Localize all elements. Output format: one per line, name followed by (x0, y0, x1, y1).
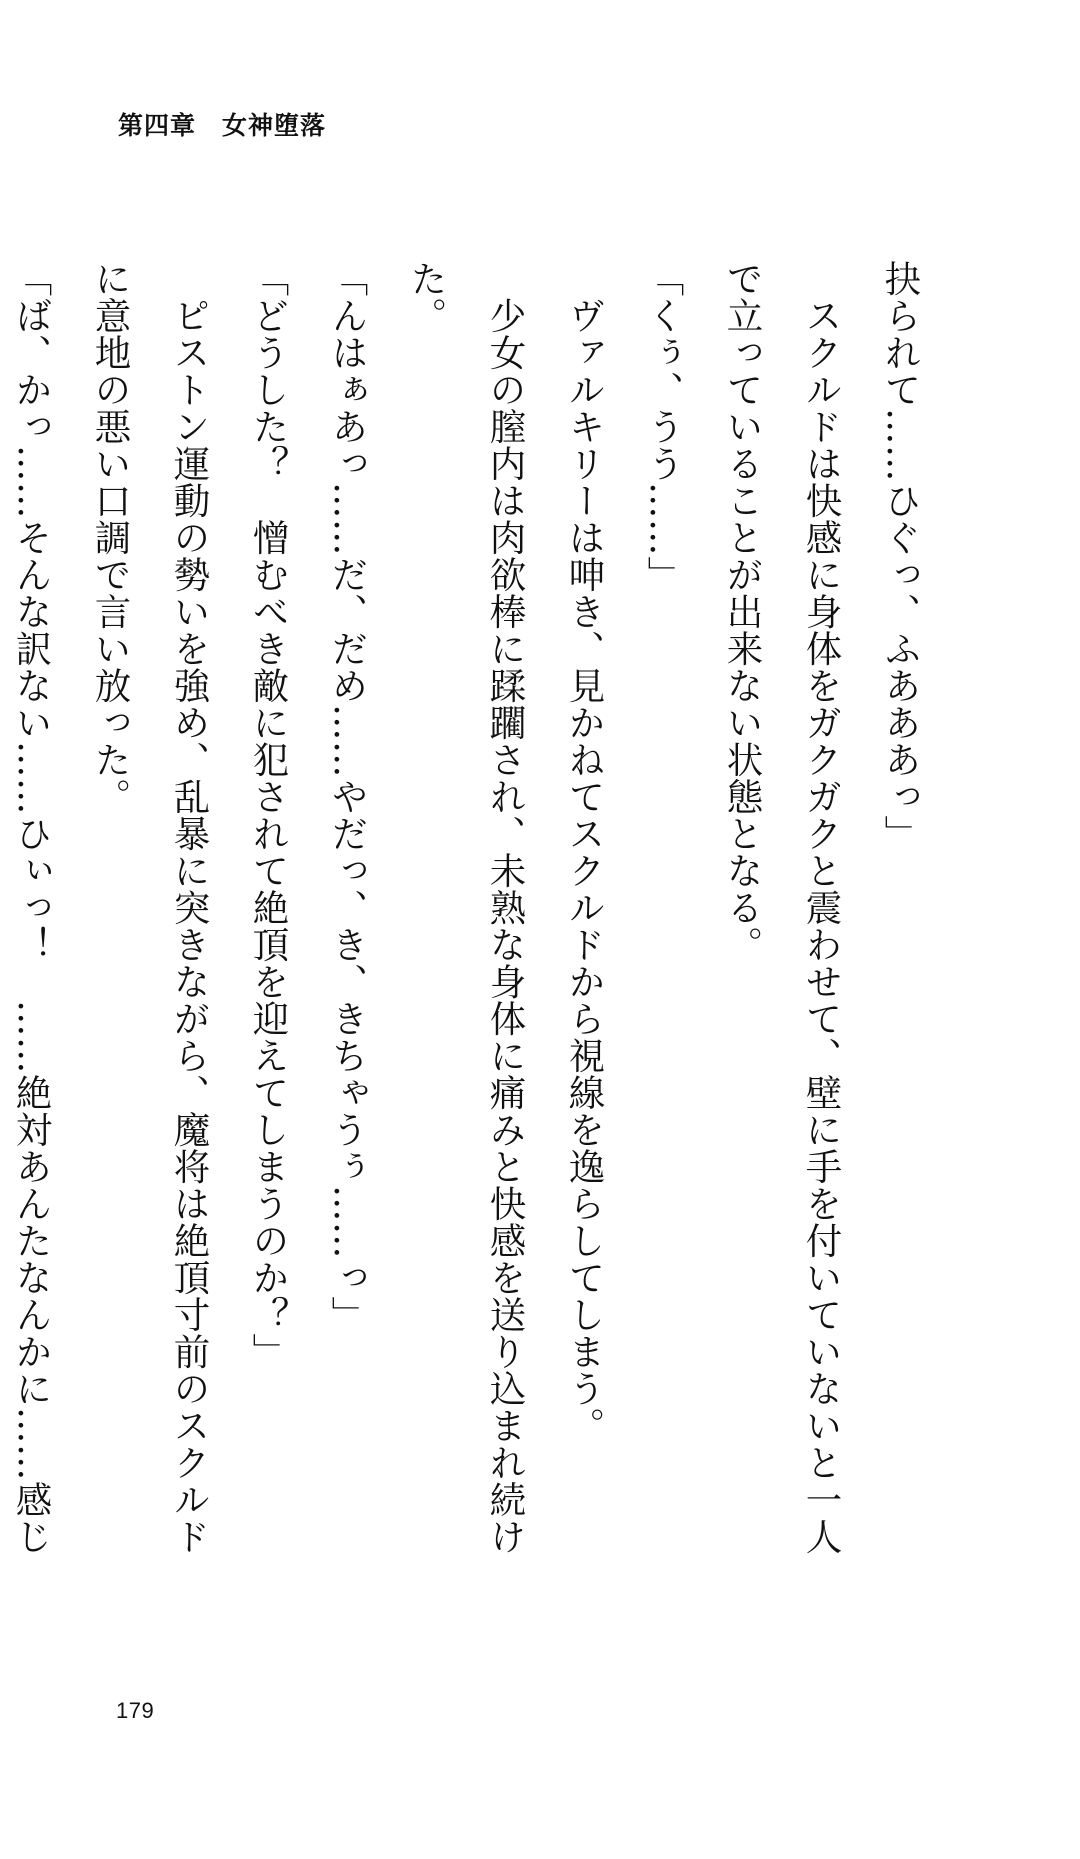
paragraph-3: 「くぅ、うう……」 (642, 260, 685, 593)
paragraph-4: ヴァルキリーは呻き、見かねてスクルドから視線を逸らしてしまう。 (563, 260, 606, 1444)
paragraph-7: 「どうした？ 憎むべき敵に犯されて絶頂を迎えてしまうのか？」 (247, 260, 290, 1370)
paragraph-8: ピストン運動の勢いを強め、乱暴に突きながら、魔将は絶頂寸前のスクルドに意地の悪い口調で言い放った。 (89, 260, 211, 1555)
page-number: 179 (116, 1698, 155, 1723)
paragraph-6: 「んはぁあっ……だ、だめ……やだっ、き、きちゃうぅ……っ」 (326, 260, 369, 1333)
chapter-title: 第四章 女神堕落 (118, 111, 327, 140)
paragraph-5: 少女の膣内は肉欲棒に蹂躙され、未熟な身体に痛みと快感を送り込まれ続けた。 (405, 260, 527, 1555)
paragraph-2: スクルドは快感に身体をガクガクと震わせて、壁に手を付いていないと一人で立っていることが出来ない状態となる。 (721, 260, 843, 1555)
novel-body-text (0, 260, 940, 1590)
paragraph-1: 抉られて……ひぐっ、ふあああっ」 (879, 260, 922, 852)
paragraph-9: 「ば、かっ……そんな訳ない……ひぃっ！ ……絶対あんたなんかに……感じ (10, 260, 53, 1555)
